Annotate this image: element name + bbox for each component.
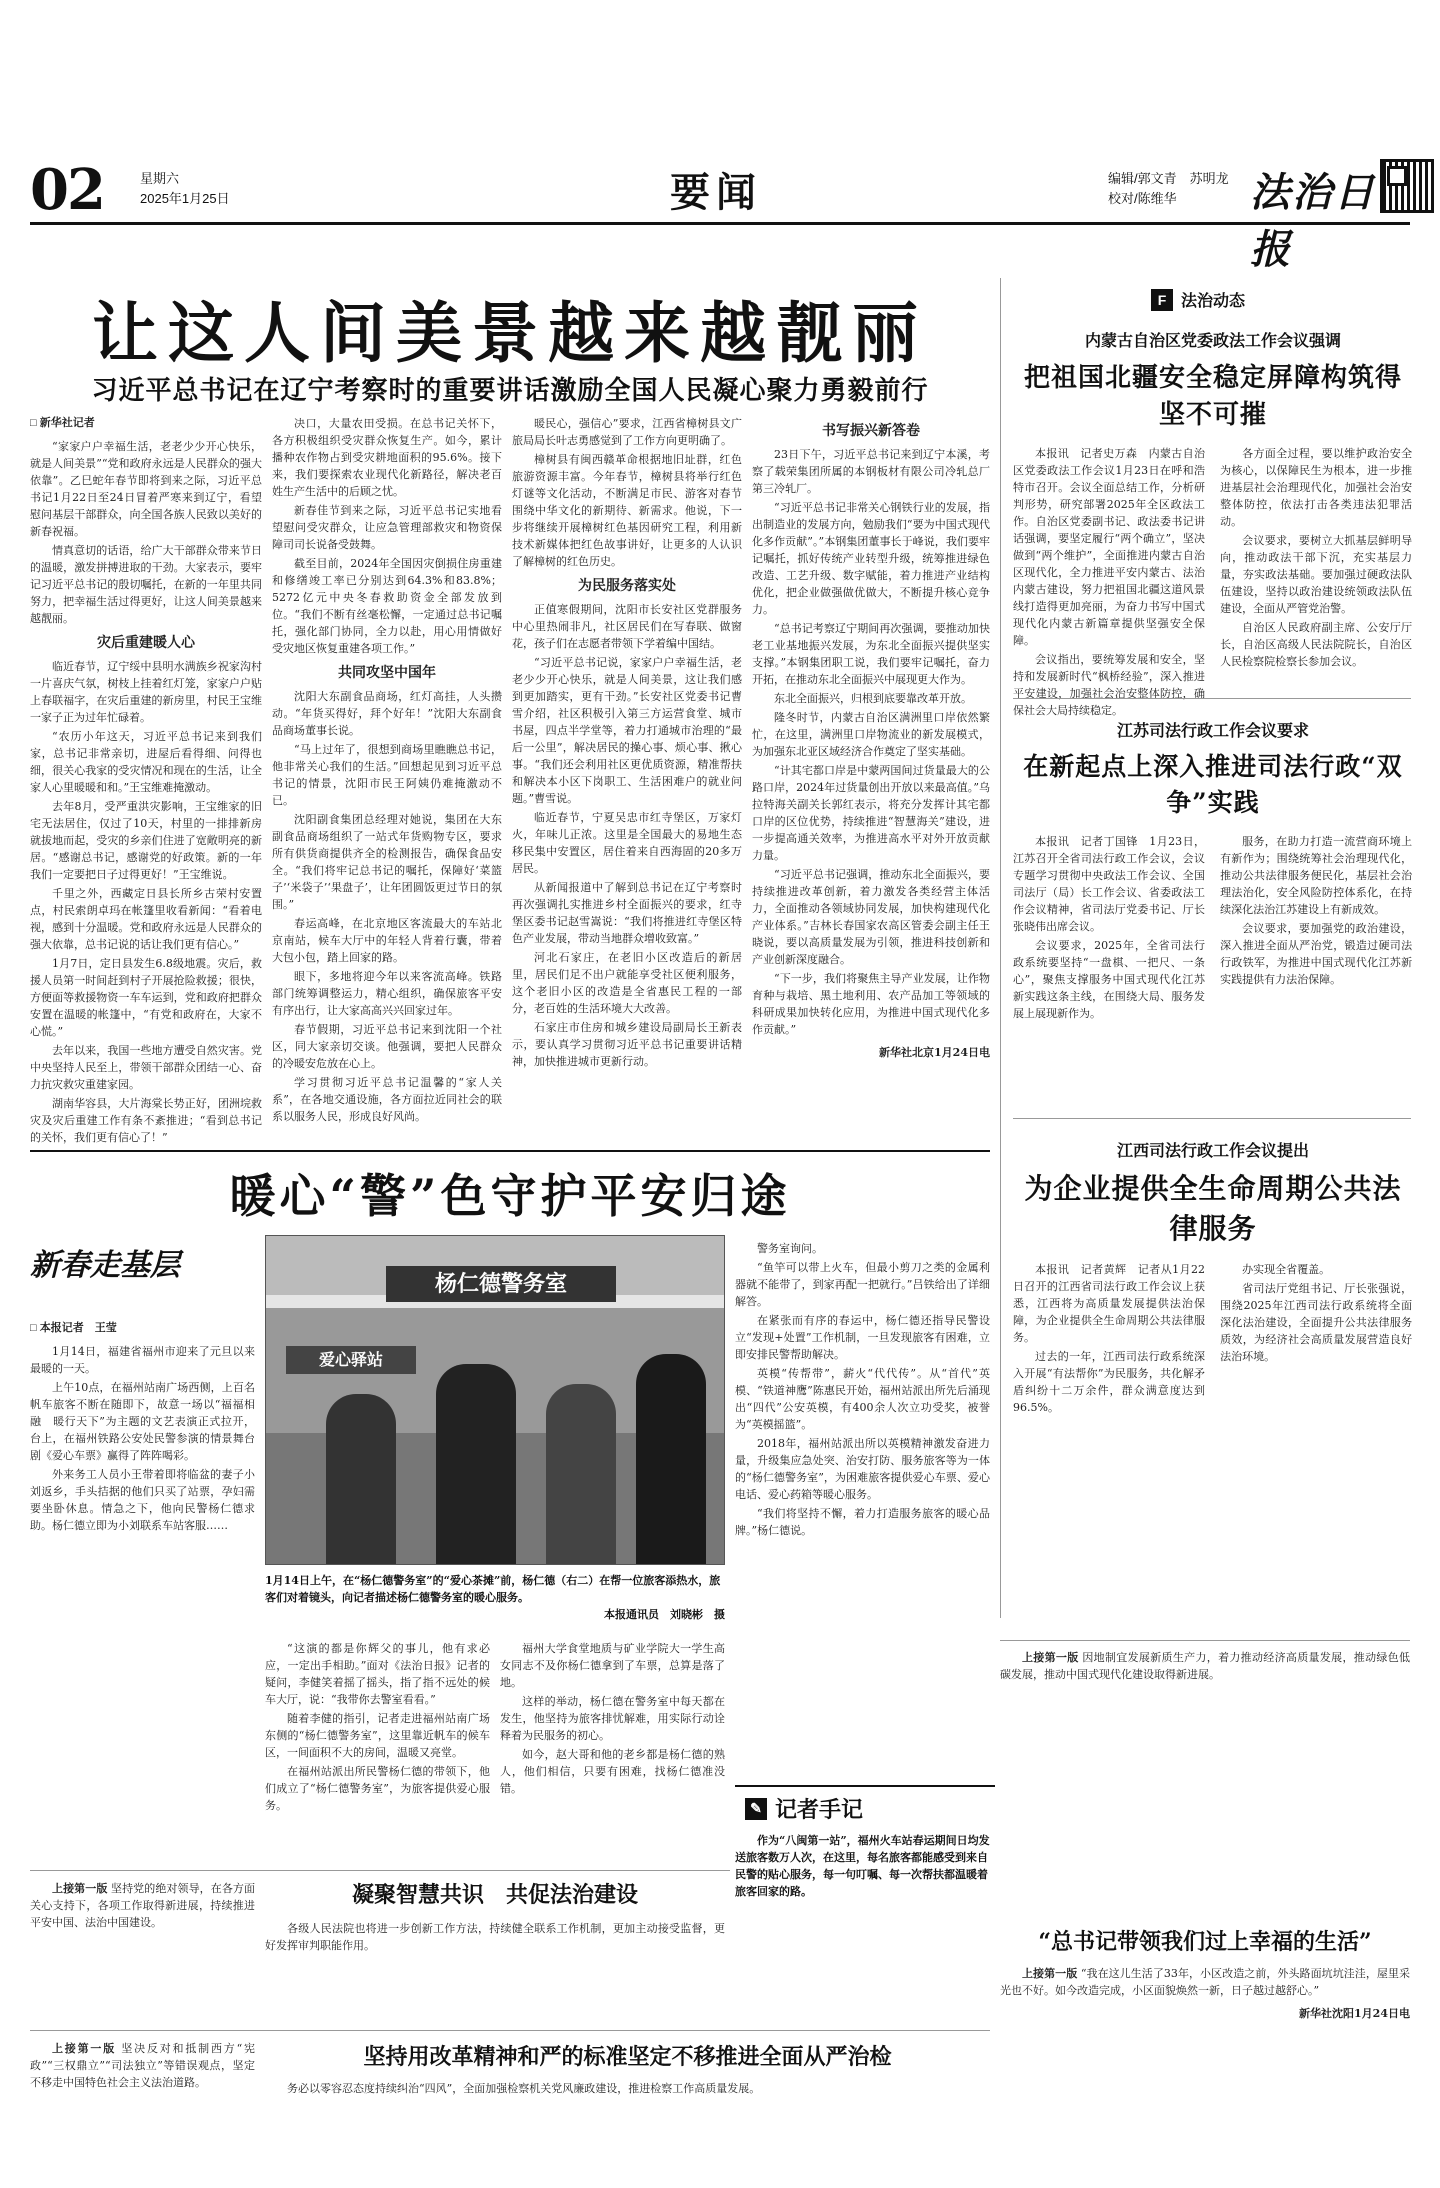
feature-para: 在福州站派出所民警杨仁德的带领下，他们成立了“杨仁德警务室”，为旅客提供爱心服务。 — [265, 1765, 490, 1812]
person-figure — [326, 1394, 396, 1564]
lead-para: 隆冬时节，内蒙古自治区满洲里口岸依然繁忙，在这里，满洲里口岸物流业的新发展模式，为加强东北亚区域经济合作奠定了坚实基础。 — [752, 711, 990, 758]
lead-para: “农历小年这天，习近平总书记来到我们家，总书记非常亲切，进屋后看得细、问得也细，很关心我家的受灾情况和现在的生活，让全家人心里暖暖和和。”王宝维难掩激动。 — [30, 730, 262, 794]
story-column — [1013, 833, 1205, 1123]
sidebar-story-2 — [1013, 718, 1413, 1123]
continued-label: 上接第一版 — [1022, 1651, 1079, 1664]
story-para: 自治区人民政府副主席、公安厅厅长，自治区高级人民法院院长，自治区人民检察院检察长参加会议。 — [1220, 621, 1413, 668]
story-para: 本报讯 记者黄辉 记者从1月22日召开的江西省司法行政工作会议上获悉，江西将为高质量发展提供法治保障，为企业提供全生命周期公共法律服务。 — [1013, 1263, 1205, 1344]
bottom-story-2-body — [265, 2080, 990, 2170]
pen-icon: ✎ — [745, 1798, 767, 1820]
bottom-headline-2: 坚持用改革精神和严的标准坚定不移推进全面从严治检 — [363, 2044, 892, 2070]
section-divider — [30, 1150, 990, 1152]
lead-para: 春节假期，习近平总书记来到沈阳一个社区，同大家亲切交谈。他强调，要把人民群众的冷暖安危放在心上。 — [272, 1023, 502, 1070]
sidebar-label — [1151, 288, 1245, 311]
lead-para: 石家庄市住房和城乡建设局副局长王新表示，要认真学习贯彻习近平总书记重要讲话精神，加快推进城市更新行动。 — [512, 1021, 742, 1068]
bottom-story-1-body — [265, 1920, 725, 2020]
feature-headline: 暖心“警”色守护平安归途 — [229, 1169, 791, 1223]
bottom-para: 务必以零容忍态度持续纠治“四风”，全面加强检察机关党风廉政建设，推进检察工作高质量发展。 — [287, 2082, 761, 2095]
story-para: 办实现全省覆盖。 — [1242, 1263, 1331, 1276]
lead-para: “习近平总书记强调，推动东北全面振兴，要持续推进改革创新，着力激发各类经营主体活力，全面推动各领域协同发展，加快构建现代化产业体系。”吉林长春国家农高区管委会副主任王晓说，要以高质量发展为引领，推进科技创新和产业创新深度融合。 — [752, 868, 990, 966]
reporter-notes — [735, 1785, 995, 1995]
feature-para: “鱼竿可以带上火车，但最小剪刀之类的金属利器就不能带了，到家再配一把就行。”吕铁给出了详细解答。 — [735, 1261, 990, 1308]
story-kicker: 江西司法行政工作会议提出 — [1116, 1141, 1309, 1160]
quote-headline: “总书记带领我们过上幸福的生活” — [1038, 1929, 1372, 1955]
story-column — [1013, 1261, 1205, 1561]
lead-column-2 — [272, 415, 502, 1135]
continued-text: 坚持党的绝对领导，在各方面关心支持下，各项工作取得新进展，持续推进平安中国、法治中国建设。 — [30, 1882, 256, 1929]
notes-text: 作为“八闽第一站”，福州火车站春运期间日均发送旅客数万人次，在这里，每名旅客都能感受到来自民警的贴心服务，每一句叮嘱、每一次帮扶都温暖着旅客回家的路。 — [735, 1834, 990, 1898]
lead-para: 去年以来，我国一些地方遭受自然灾害。党中央坚持人民至上，带领干部群众团结一心、奋力抗灾救灾重建家园。 — [30, 1044, 262, 1091]
feature-column-3 — [500, 1640, 725, 1850]
lead-para: “习近平总书记非常关心钢铁行业的发展，指出制造业的发展方向，勉励我们“要为中国式现代化多作贡献”。”本钢集团董事长于峰说，我们要牢记嘱托，抓好传统产业转型升级，统筹推进绿色改造、工艺升级、数字赋能，着力推进产业结构优化，把企业做强做优做大，不断提升核心竞争力。 — [752, 501, 990, 616]
feature-byline: □ 本报记者 王莹 — [30, 1322, 117, 1334]
continued-para — [1000, 1649, 1410, 1683]
story-title: 为企业提供全生命周期公共法律服务 — [1024, 1172, 1402, 1245]
feature-column-2 — [265, 1640, 490, 1850]
lead-para: 决口，大量农田受损。在总书记关怀下，各方积极组织受灾群众恢复生产。如今，累计播种农作物占到受灾耕地面积的95.6%。接下来，我们要探索农业现代化新路径，解决老百姓生产生活中的后顾之忧。 — [272, 417, 502, 498]
continued-para — [30, 1880, 255, 1931]
lead-para: 临近春节，宁夏吴忠市红寺堡区，万家灯火，年味儿正浓。这里是全国最大的易地生态移民集中安置区，居住着来自西海固的20多万居民。 — [512, 811, 742, 875]
sidebar-label-text: 法治动态 — [1181, 293, 1246, 310]
section-divider — [30, 1870, 730, 1871]
notes-title — [745, 1793, 995, 1824]
section-divider — [30, 2030, 990, 2031]
lead-subhead: 书写振兴新答卷 — [822, 423, 920, 439]
caption-text: 1月14日上午，在“杨仁德警务室”的“爱心茶摊”前，杨仁德（右二）在帮一位旅客添热水，旅客们对着镜头，向记者描述杨仁德警务室的暖心服务。 — [265, 1574, 721, 1604]
lead-para: “计其宅都口岸是中蒙两国间过货量最大的公路口岸，2024年过货量创出开放以来最高值。”乌拉特海关副关长郭红表示，将充分发挥计其宅都口岸的区位优势，持续推进“智慧海关”建设，进一步提高通关效率，为推进高水平对外开放贡献力量。 — [752, 764, 990, 862]
editors-block — [1108, 169, 1229, 209]
feature-para: 外来务工人员小王带着即将临盆的妻子小刘返乡，手头拮据的他们只买了站票，孕妇需要坐卧休息。情急之下，他向民警杨仁德求助。杨仁德立即为小刘联系车站客服…… — [30, 1468, 255, 1532]
qr-code-icon — [1380, 159, 1434, 213]
lead-para: 1月7日，定日县发生6.8级地震。灾后，救援人员第一时间赶到村子开展抢险救援；很快，方便面等救援物资一车车运到，党和政府把群众安置在温暖的帐篷中，“有党和政府在，大家不心慌。” — [30, 957, 262, 1038]
continued-label: 上接第一版 — [52, 2042, 117, 2055]
lead-para: 春运高峰，在北京地区客流最大的车站北京南站，候车大厅中的年轻人背着行囊，带着大包小包，踏上回家的路。 — [272, 917, 502, 964]
lead-para: 从新闻报道中了解到总书记在辽宁考察时再次强调扎实推进乡村全面振兴的要求，红寺堡区委书记赵雪嵩说：“我们将推进红寺堡区特色产业发展，带动当地群众增收致富。” — [512, 881, 742, 945]
story-column — [1220, 1261, 1412, 1561]
lead-para: 东北全面振兴，归根到底要靠改革开放。 — [774, 692, 972, 705]
lead-para: “家家户户幸福生活，老老少少开心快乐，就是人间美景”“党和政府永远是人民群众的强大依靠”。乙巳蛇年春节即将到来之际，习近平总书记1月22日至24日冒着严寒来到辽宁，看望慰问基层干部群众，向全国各族人民致以美好的新春祝福。 — [30, 440, 262, 538]
sidebar-story-3 — [1013, 1138, 1413, 1561]
paper-logo: 法治日报 — [1250, 169, 1376, 273]
feature-para: 随着李健的指引，记者走进福州站南广场东侧的“杨仁德警务室”，这里靠近帆车的候车区，一间面积不大的房间，温暖又亮堂。 — [265, 1712, 490, 1759]
bottom-para: 各级人民法院也将进一步创新工作方法，持续健全联系工作机制，更加主动接受监督，更好发挥审判职能作用。 — [265, 1922, 725, 1952]
lead-para: 暖民心，强信心”要求，江西省樟树县文广旅局局长叶志勇感觉到了工作方向更明确了。 — [512, 417, 742, 447]
lead-subhead: 共同攻坚中国年 — [338, 665, 436, 681]
page-number: 02 — [30, 157, 104, 223]
story-para: 会议指出，要统筹发展和安全，坚持和发展新时代“枫桥经验”，深入推进平安建设，加强社会治安整体防控，确保社会大局持续稳定。 — [1013, 653, 1205, 717]
lead-column-3 — [512, 415, 742, 1135]
person-figure — [436, 1364, 516, 1564]
issue-date-block — [140, 169, 230, 209]
story-para: 本报讯 记者丁国锋 1月23日，江苏召开全省司法行政工作会议，会议专题学习贯彻中央政法工作会议、全国司法厅（局）长工作会议、省委政法工作会议精神，省司法厅党委书记、厅长张晓伟出席会议。 — [1013, 835, 1205, 933]
story-para: 过去的一年，江西司法行政系统深入开展“有法帮你”为民服务，共化解矛盾纠纷十二万余件，群众满意度达到96.5%。 — [1013, 1350, 1205, 1414]
lead-para: 23日下午，习近平总书记来到辽宁本溪，考察了载荣集团所属的本钢板材有限公司冷轧总厂第三冷轧厂。 — [752, 448, 990, 495]
photo-sign: 爱心驿站 — [286, 1346, 416, 1374]
lead-para: 学习贯彻习近平总书记温馨的“家人关系”，在各地交通设施，各方面拉近同社会的联系以服务人民，形成良好风尚。 — [272, 1076, 502, 1123]
story-column — [1013, 445, 1205, 745]
lead-para: 千里之外，西藏定日县长所乡古荣村安置点，村民索朗卓玛在帐篷里收看新闻：“看着电视，感到十分温暖。党和政府永远是人民群众的强大依靠，总书记说的话让我们更有信心。” — [30, 887, 262, 951]
photo-credit: 本报通讯员 刘晓彬 摄 — [604, 1608, 725, 1621]
story-column — [1220, 833, 1412, 1123]
notes-title-text: 记者手记 — [775, 1797, 864, 1823]
lead-para: 湖南华容县，大片海棠长势正好，团洲垸救灾及灾后重建工作有条不紊推进；“看到总书记的关怀，我们更有信心了！” — [30, 1097, 262, 1144]
story-para: 会议要求，要加强党的政治建设，深入推进全面从严治党，锻造过硬司法行政铁军，为推进中国式现代化江苏新实践提供有力法治保障。 — [1220, 922, 1413, 986]
bottom-left-story-1 — [30, 1880, 255, 2020]
story-para: 各方面全过程，要以维护政治安全为核心，以保障民生为根本，进一步推进基层社会治理现代化，加强社会治安整体防控，依法打击各类违法犯罪活动。 — [1220, 447, 1413, 528]
lead-para: 眼下，多地将迎今年以来客流高峰。铁路部门统筹调整运力，精心组织，确保旅客平安有序出行，让大家高高兴兴回家过年。 — [272, 970, 502, 1017]
story-para: 本报讯 记者史万森 内蒙古自治区党委政法工作会议1月23日在呼和浩特市召开。会议全面总结工作，分析研判形势，研究部署2025年全区政法工作。自治区党委副书记、政法委书记讲话强调，要坚定履行“两个确立”，坚决做到“两个维护”，全面推进内蒙古自治区现代化，全力推进平安内蒙古、法治内蒙古建设，努力把祖国北疆这道风景线打造得更加亮丽，为奋力书写中国式现代化内蒙古新篇章提供坚强安全保障。 — [1013, 447, 1205, 647]
lead-para: 去年8月，受严重洪灾影响，王宝维家的旧宅无法居住，仅过了10天，村里的一排排新房就拔地而起，受灾的乡亲们住进了宽敞明亮的新居。“感谢总书记，感谢党的好政策。新的一年我们一定要把日子过得更好！”王宝维说。 — [30, 800, 262, 881]
legal-news-sidebar — [1000, 278, 1413, 1618]
story-title: 把祖国北疆安全稳定屏障构筑得坚不可摧 — [1023, 363, 1402, 430]
feature-para: 英模“传帮带”，薪火“代代传”。从“首代”英模、“铁道神鹰”陈惠民开始，福州站派出所先后涌现出“四代”公安英模，有400余人次立功受奖，被誉为“英模摇篮”。 — [735, 1367, 990, 1431]
continued-para — [1000, 1965, 1410, 1999]
feature-para: 如今，赵大哥和他的老乡都是杨仁德的熟人，他们相信，只要有困难，找杨仁德准没错。 — [500, 1748, 725, 1795]
editors-line: 编辑/郭文青 苏明龙 — [1108, 171, 1229, 186]
lead-para: 河北石家庄，在老旧小区改造后的新居里，居民们足不出户就能享受社区便利服务，这个老旧小区的改造是全省惠民工程的一部分，老百姓的生活环境大大改善。 — [512, 951, 742, 1015]
continued-text: 因地制宜发展新质生产力，着力推动经济高质量发展，推动绿色低碳发展，推动中国式现代化建设取得新进展。 — [1000, 1651, 1411, 1681]
feature-para: 2018年，福州站派出所以英模精神激发奋进力量，升级集应急处突、治安打防、服务旅客等为一体的“杨仁德警务室”，为困难旅客提供爱心车票、爱心电话、爱心药箱等暖心服务。 — [735, 1437, 990, 1501]
lead-para: 沈阳副食集团总经理对她说，集团在大东副食品商场组织了一站式年货购物专区，要求所有供货商提供齐全的检测报告，确保食品安全。“我们将牢记总书记的嘱托，保障好‘菜篮子’‘米袋子’‘果盘子’，让年团圆饭更过节日的氛围。” — [272, 813, 502, 911]
sidebar-story-1 — [1013, 328, 1413, 745]
issue-date: 2025年1月25日 — [140, 191, 230, 206]
story-para: 省司法厅党组书记、厅长张强说，围绕2025年江西司法行政系统将全面深化法治建设，全面提升公共法律服务质效，为经济社会高质量发展营造良好法治环境。 — [1220, 1282, 1413, 1363]
continued-label: 上接第一版 — [52, 1882, 108, 1895]
lead-para: 正值寒假期间，沈阳市长安社区党群服务中心里热闹非凡，社区居民们在写春联、做窗花，孩子们在志愿者带领下学着编中国结。 — [512, 603, 742, 650]
lead-para: 临近春节，辽宁绥中县明水满族乡祝家沟村一片喜庆气氛，树枝上挂着红灯笼，家家户户贴上春联福字，在灾后重建的新房里，村民王宝维一家子正为过年忙碌着。 — [30, 660, 262, 724]
continued-para — [30, 2040, 255, 2091]
lead-para: 情真意切的话语，给广大干部群众带来节日的温暖，激发拼搏进取的干劲。大家表示，要牢记习近平总书记的殷切嘱托，在新的一年里共同努力，把幸福生活过得更好，让这人间美景越来越靓丽。 — [30, 544, 262, 625]
lead-para: 樟树县有闽西赣革命根据地旧址群，红色旅游资源丰富。今年春节，樟树县将举行红色灯谜等文化活动，不断满足市民、游客对春节围绕中华文化的新期待、新需求。他说，下一步将继续开展樟树红色基因研究工程，利用新技术新媒体把红色故事讲好，让更多的人认识了解樟树的红色历史。 — [512, 453, 742, 568]
person-figure — [636, 1354, 706, 1564]
feature-column-4 — [735, 1240, 990, 1775]
lead-subhead: 灾后重建暖人心 — [97, 635, 195, 651]
bottom-left-story-2 — [30, 2040, 255, 2170]
lead-column-1 — [30, 415, 262, 1144]
feature-para: 这样的举动，杨仁德在警务室中每天都在发生，他坚持为旅客排忧解难，用实际行动诠释着为民服务的初心。 — [500, 1695, 725, 1742]
photo-sign: 杨仁德警务室 — [386, 1266, 616, 1302]
lead-para: 新春佳节到来之际，习近平总书记实地看望慰问受灾群众，让应急管理部救灾和物资保障司司长说备受鼓舞。 — [272, 504, 502, 551]
feature-para: 在紧张而有序的春运中，杨仁德还指导民警设立“发现+处置”工作机制，一旦发现旅客有困难，立即安排民警帮助解决。 — [735, 1314, 990, 1361]
photo-caption — [265, 1572, 725, 1623]
lead-para: 截至目前，2024年全国因灾倒损住房重建和修缮竣工率已分别达到64.3%和83.8%；5272亿元中央冬春救助资金全部发放到位。“我们不断有丝毫松懈，一定通过总书记嘱托，强化部门协同，全力以赴，用心用情做好受灾地区恢复重建各项工作。” — [272, 557, 502, 655]
continued-story-1 — [1000, 1640, 1410, 1910]
story-para: 会议要求，2025年，全省司法行政系统要坚持“一盘棋、一把尺、一条心”，聚焦支撑服务中国式现代化江苏新实践这条主线，在围绕大局、服务发展上展现新作为。 — [1013, 939, 1205, 1020]
story-para: 会议要求，要树立大抓基层鲜明导向，推动政法干部下沉，充实基层力量，夯实政法基础。要加强过硬政法队伍建设，坚持以政治建设统领政法队伍建设，全面从严管党治警。 — [1220, 534, 1413, 615]
story-title: 在新起点上深入推进司法行政“双争”实践 — [1023, 752, 1403, 817]
feature-para: 警务室询问。 — [757, 1242, 823, 1255]
weekday: 星期六 — [140, 171, 180, 186]
continued-label: 上接第一版 — [1022, 1967, 1078, 1980]
lead-byline: □ 新华社记者 — [30, 417, 95, 429]
lead-para: “总书记考察辽宁期间再次强调，要推动加快老工业基地振兴发展，为东北全面振兴提供坚实支撑。”本钢集团职工说，我们要牢记嘱托，奋力开拓，在推动东北全面振兴中展现更大作为。 — [752, 622, 990, 686]
news-photo — [265, 1235, 725, 1565]
lead-subhead: 为民服务落实处 — [578, 578, 676, 594]
bottom-headline-1: 凝聚智慧共识 共促法治建设 — [351, 1882, 638, 1908]
continued-text: 坚决反对和抵制西方“宪政”“三权鼎立”“司法独立”等错误观点，坚定不移走中国特色社会主义法治道路。 — [30, 2042, 256, 2089]
lead-para: “习近平总书记说，家家户户幸福生活，老老少少开心快乐，就是人间美景，这让我们感到更加踏实，更有干劲。”长安社区党委书记曹雪介绍，社区积极引入第三方运营食堂、城市书屋，四点半学堂等，着力打通城市治理的“最后一公里”，解决居民的操心事、烦心事、揪心事。“我们还会利用社区更优质资源，精准帮扶和解决本小区下岗职工、生活困难户的就业问题。”曹雪说。 — [512, 656, 742, 805]
lead-subheadline: 习近平总书记在辽宁考察时的重要讲话激励全国人民凝心聚力勇毅前行 — [91, 376, 929, 406]
section-title: 要闻 — [670, 169, 762, 216]
feature-para: “我们将坚持不懈，着力打造服务旅客的暖心品牌。”杨仁德说。 — [735, 1507, 990, 1537]
lead-para: “马上过年了，很想到商场里瞧瞧总书记，他非常关心我们的生活。”回想起见到习近平总书记的情景，沈阳市民王阿姨仍难掩激动不已。 — [272, 743, 502, 807]
story-kicker: 江苏司法行政工作会议要求 — [1116, 721, 1309, 740]
feature-para: 1月14日，福建省福州市迎来了元旦以来最暖的一天。 — [30, 1345, 255, 1375]
story-column — [1220, 445, 1412, 745]
lead-para: “下一步，我们将聚焦主导产业发展，让作物育种与栽培、黑土地利用、农产品加工等领域的科研成果加快转化应用，为推进中国式现代化多作贡献。” — [752, 972, 990, 1036]
legal-news-icon: F — [1151, 289, 1173, 311]
story-para: 服务，在助力打造一流营商环境上有新作为；围绕统筹社会治理现代化，推动公共法律服务便民化，基层社会治理法治化，安全风险防控体系化，在持续深化法治江苏建设上有新成效。 — [1220, 835, 1413, 916]
continued-story-2 — [1000, 1965, 1410, 2165]
lead-para: 沈阳大东副食品商场，红灯高挂，人头攒动。“年货买得好，拜个好年！”沈阳大东副食品商场董事长说。 — [272, 690, 502, 737]
masthead — [30, 155, 1410, 273]
column-label: 新春走基层 — [30, 1248, 180, 1283]
lead-headline: 让这人间美景越来越靓丽 — [92, 294, 928, 372]
story-kicker: 内蒙古自治区党委政法工作会议强调 — [1084, 331, 1341, 350]
lead-column-4 — [752, 415, 990, 1135]
continued-dateline: 新华社沈阳1月24日电 — [1299, 2007, 1410, 2020]
proofreader-line: 校对/陈维华 — [1108, 191, 1177, 206]
feature-para: 福州大学食堂地质与矿业学院大一学生高女同志不及你杨仁德拿到了车票，总算是落了地。 — [500, 1642, 725, 1689]
person-figure — [546, 1384, 616, 1564]
feature-para: 上午10点，在福州站南广场西侧，上百名帆车旅客不断在随即下，故意一场以“福福相融 暖行天下”为主题的文艺表演正式拉开，台上，在福州铁路公安处民警参演的情景舞台剧《爱心车票》赢得了阵阵喝彩。 — [30, 1381, 255, 1462]
feature-column-1 — [30, 1320, 255, 1800]
sidebar-divider — [1013, 698, 1411, 699]
feature-para: “这演的都是你辉父的事儿，他有求必应，一定出手相助。”面对《法治日报》记者的疑问，李健笑着摇了摇头，指了指不远处的候车大厅，说：“我带你去警室看看。” — [265, 1642, 490, 1706]
lead-dateline: 新华社北京1月24日电 — [879, 1046, 990, 1059]
sidebar-divider — [1013, 1118, 1411, 1119]
continued-text: “我在这儿生活了33年，小区改造之前，外头路面坑坑洼洼，屋里采光也不好。如今改造完成，小区面貌焕然一新，日子越过越舒心。” — [1000, 1967, 1411, 1997]
